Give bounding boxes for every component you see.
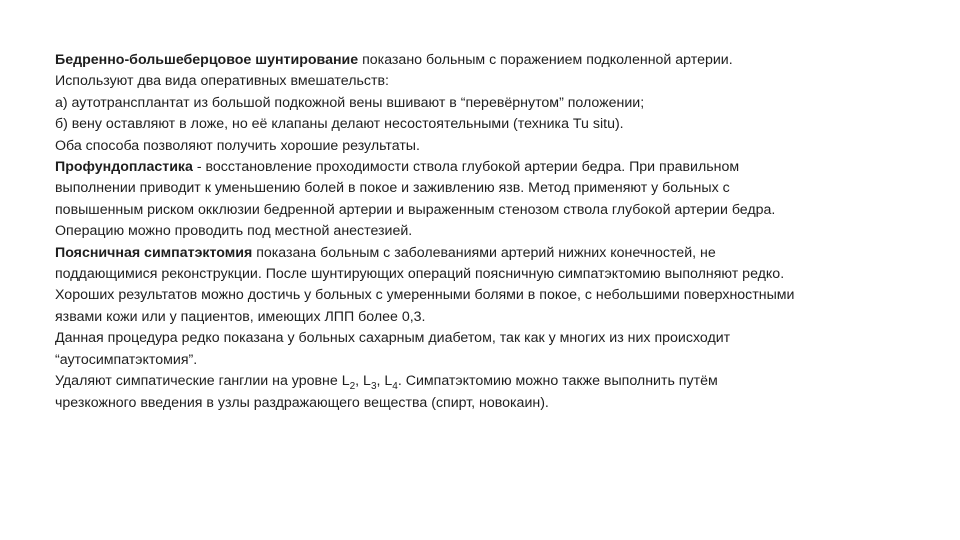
paragraph-results: Оба способа позволяют получить хорошие результаты. xyxy=(55,137,420,154)
paragraph-sympathectomy-line-1 xyxy=(55,243,935,264)
paragraph-profundoplasty-line-1 xyxy=(55,157,935,178)
sympathectomy-text-1: показана больным с заболеваниями артерий нижних конечностей, не xyxy=(252,244,716,261)
paragraph-bypass xyxy=(55,50,935,71)
term-lumbar-sympathectomy: Поясничная симпатэктомия xyxy=(55,244,253,261)
paragraph-method-a: а) аутотрансплантат из большой подкожной вены вшивают в “перевёрнутом” положении; xyxy=(55,94,645,111)
paragraph-sympathectomy-line-3: Хороших результатов можно достичь у больных с умеренными болями в покое, с небольшими поверхностными xyxy=(55,287,795,304)
paragraph-diabetes-line-2: “аутосимпатэктомия”. xyxy=(55,351,198,368)
paragraph-profundoplasty-line-3: повышенным риском окклюзии бедренной артерии и выраженным стенозом ствола глубокой артерии бедра. xyxy=(55,201,776,218)
paragraph-profundoplasty-line-4: Операцию можно проводить под местной анестезией. xyxy=(55,223,413,240)
bypass-text: показано больным с поражением подколенной артерии. xyxy=(358,52,733,68)
paragraph-sympathectomy-line-4: язвами кожи или у пациентов, имеющих ЛПП более 0,3. xyxy=(55,308,426,325)
paragraph-ganglia-line-1 xyxy=(55,371,935,392)
text-body xyxy=(55,50,935,414)
term-profundoplasty: Профундопластика xyxy=(55,159,193,176)
ganglia-separator-1: , L xyxy=(355,373,371,390)
subscript-l4: 4 xyxy=(392,381,398,393)
subscript-l3: 3 xyxy=(370,381,377,393)
paragraph-ganglia-line-2: чрезкожного введения в узлы раздражающего вещества (спирт, новокаин). xyxy=(55,394,549,411)
paragraph-sympathectomy-line-2: поддающимися реконструкции. После шунтирующих операций поясничную симпатэктомию выполняют редко. xyxy=(55,266,785,283)
ganglia-text-after: . Симпатэктомию можно также выполнить путём xyxy=(397,373,718,390)
ganglia-text-before: Удаляют симпатические ганглии на уровне L xyxy=(55,373,350,390)
profundoplasty-text-1: - восстановление проходимости ствола глубокой артерии бедра. При правильном xyxy=(192,159,740,176)
paragraph-method-b: б) вену оставляют в ложе, но её клапаны делают несостоятельными (техника Tu situ). xyxy=(55,116,624,133)
paragraph-profundoplasty-line-2: выполнении приводит к уменьшению болей в покое и заживлению язв. Метод применяют у больных с xyxy=(55,180,730,197)
paragraph-diabetes-line-1: Данная процедура редко показана у больных сахарным диабетом, так как у многих из них происходит xyxy=(55,330,731,347)
ganglia-separator-2: , L xyxy=(376,373,393,390)
term-femoral-tibial-bypass: Бедренно-большеберцовое шунтирование xyxy=(55,52,359,68)
paragraph-methods-intro: Используют два вида оперативных вмешательств: xyxy=(55,73,389,90)
subscript-l2: 2 xyxy=(349,381,356,393)
